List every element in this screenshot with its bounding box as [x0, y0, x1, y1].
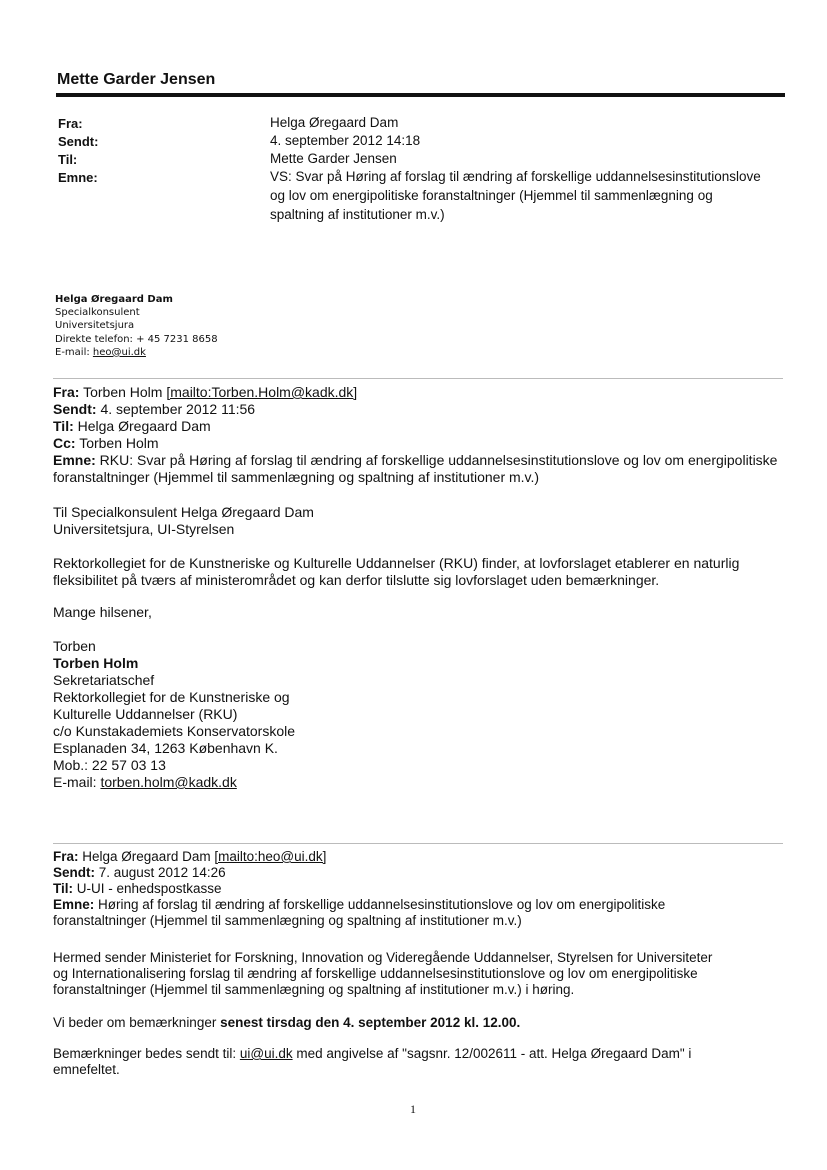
msg2-body3-email-link[interactable]: ui@ui.dk	[239, 1046, 293, 1061]
from-label: Fra:	[58, 116, 83, 131]
msg2-from-label: Fra:	[53, 849, 79, 864]
msg2-subject-line1: Høring af forslag til ændring af forskellige uddannelsesinstitutionslove og lov om energipolitiske	[94, 897, 666, 912]
msg1-to-label: Til:	[53, 418, 74, 434]
signature-phone: Direkte telefon: + 45 7231 8658	[55, 333, 218, 345]
sent-value: 4. september 2012 14:18	[270, 133, 421, 148]
msg2-body3-suffix: med angivelse af "sagsnr. 12/002611 - att. Helga Øregaard Dam" i	[292, 1046, 692, 1061]
msg2-body2	[53, 1015, 793, 1032]
msg1-sig-addr1: c/o Kunstakademiets Konservatorskole	[53, 723, 296, 739]
msg1-from-value: Torben Holm	[79, 384, 167, 400]
msg2-subject	[53, 897, 793, 914]
msg2-sent-label: Sendt:	[53, 865, 95, 880]
msg1-sig-first: Torben	[53, 638, 96, 654]
msg1-cc-label: Cc:	[53, 435, 76, 451]
msg1-cc	[53, 435, 159, 452]
msg1-sent	[53, 401, 255, 418]
msg1-greeting-line2: Universitetsjura, UI-Styrelsen	[53, 521, 235, 537]
msg2-body3-line2: emnefeltet.	[53, 1062, 120, 1077]
msg2-to	[53, 881, 793, 898]
subject-value-line3: spaltning af institutioner m.v.)	[270, 207, 445, 222]
msg1-sig-email-line	[53, 774, 237, 791]
msg2-body2-prefix: Vi beder om bemærkninger	[53, 1015, 221, 1030]
msg1-subject-line1: RKU: Svar på Høring af forslag til ændring af forskellige uddannelsesinstitutionslove og lov om energipolitiske	[95, 452, 778, 468]
msg2-from-value: Helga Øregaard Dam	[78, 849, 215, 864]
msg2-body1-line1: Hermed sender Ministeriet for Forskning, Innovation og Videregående Uddannelser, Styrelsen for Universiteter	[53, 950, 713, 965]
msg2-from-link[interactable]: [mailto:heo@ui.dk]	[214, 849, 327, 864]
msg2-body3-prefix: Bemærkninger bedes sendt til:	[53, 1046, 240, 1061]
msg1-sent-label: Sendt:	[53, 401, 97, 417]
to-label: Til:	[58, 152, 78, 167]
signature-email-link[interactable]: heo@ui.dk	[92, 346, 146, 358]
msg2-body1-line2: og Internationalisering forslag til ændring af forskellige uddannelsesinstitutionslove og lov om energipolitiske	[53, 966, 698, 981]
msg2-to-label: Til:	[53, 881, 73, 896]
msg2-body1-line3: foranstaltninger (Hjemmel til sammenlægning og spaltning af institutioner m.v.) i høring.	[53, 982, 575, 997]
msg2-to-value: U-UI - enhedspostkasse	[73, 881, 222, 896]
signature-email-line	[55, 346, 218, 359]
msg1-closing: Mange hilsener,	[53, 604, 152, 620]
msg1-sig-name: Torben Holm	[53, 655, 139, 671]
msg2-sent	[53, 865, 793, 882]
msg1-greeting-line1: Til Specialkonsulent Helga Øregaard Dam	[53, 504, 314, 520]
msg1-subject	[53, 452, 777, 469]
msg2-body3	[53, 1046, 793, 1063]
msg1-to-value: Helga Øregaard Dam	[73, 418, 211, 434]
msg1-sig-org1: Rektorkollegiet for de Kunstneriske og	[53, 689, 290, 705]
divider	[53, 378, 783, 379]
to-value: Mette Garder Jensen	[270, 151, 397, 166]
msg1-sent-value: 4. september 2012 11:56	[96, 401, 256, 417]
from-value: Helga Øregaard Dam	[270, 115, 399, 130]
subject-value-line2: og lov om energipolitiske foranstaltninger (Hjemmel til sammenlægning og	[270, 188, 713, 203]
msg1-from-label: Fra:	[53, 384, 80, 400]
header-rule	[56, 93, 785, 97]
subject-label: Emne:	[58, 170, 98, 185]
msg1-subject-label: Emne:	[53, 452, 96, 468]
msg1-sig-org2: Kulturelle Uddannelser (RKU)	[53, 706, 238, 722]
signature-block	[55, 293, 218, 359]
msg1-cc-value: Torben Holm	[75, 435, 159, 451]
signature-dept: Universitetsjura	[55, 320, 135, 332]
msg2-subject-label: Emne:	[53, 897, 95, 912]
page-number: 1	[410, 1102, 416, 1116]
msg1-sig-mob: Mob.: 22 57 03 13	[53, 757, 166, 773]
msg1-body-line2: fleksibilitet på tværs af ministerområdet og kan derfor tilslutte sig lovforslaget uden bemærkninger.	[53, 572, 660, 588]
msg1-sig-addr2: Esplanaden 34, 1263 København K.	[53, 740, 278, 756]
subject-value-line1: VS: Svar på Høring af forslag til ændring af forskellige uddannelsesinstitutionslove	[270, 169, 761, 184]
msg1-sig-title: Sekretariatschef	[53, 672, 155, 688]
owner-name: Mette Garder Jensen	[57, 71, 216, 88]
msg2-body2-deadline: senest tirsdag den 4. september 2012 kl. 12.00.	[220, 1015, 521, 1030]
msg2-subject-line2: foranstaltninger (Hjemmel til sammenlægning og spaltning af institutioner m.v.)	[53, 913, 522, 928]
msg1-from-link[interactable]: [mailto:Torben.Holm@kadk.dk]	[166, 384, 358, 400]
msg1-subject-line2: foranstaltninger (Hjemmel til sammenlægning og spaltning af institutioner m.v.)	[53, 469, 540, 485]
msg1-sig-email-link[interactable]: torben.holm@kadk.dk	[100, 774, 237, 790]
sent-label: Sendt:	[58, 134, 99, 149]
msg1-from	[53, 384, 357, 401]
msg2-from	[53, 849, 793, 866]
signature-title: Specialkonsulent	[55, 307, 140, 319]
signature-email-prefix: E-mail:	[55, 346, 93, 358]
msg1-to	[53, 418, 211, 435]
divider	[53, 843, 783, 844]
msg2-sent-value: 7. august 2012 14:26	[95, 865, 226, 880]
signature-name: Helga Øregaard Dam	[55, 294, 173, 305]
msg1-body-line1: Rektorkollegiet for de Kunstneriske og Kulturelle Uddannelser (RKU) finder, at lovforslaget etablerer en naturlig	[53, 555, 740, 571]
msg1-sig-email-prefix: E-mail:	[53, 774, 101, 790]
